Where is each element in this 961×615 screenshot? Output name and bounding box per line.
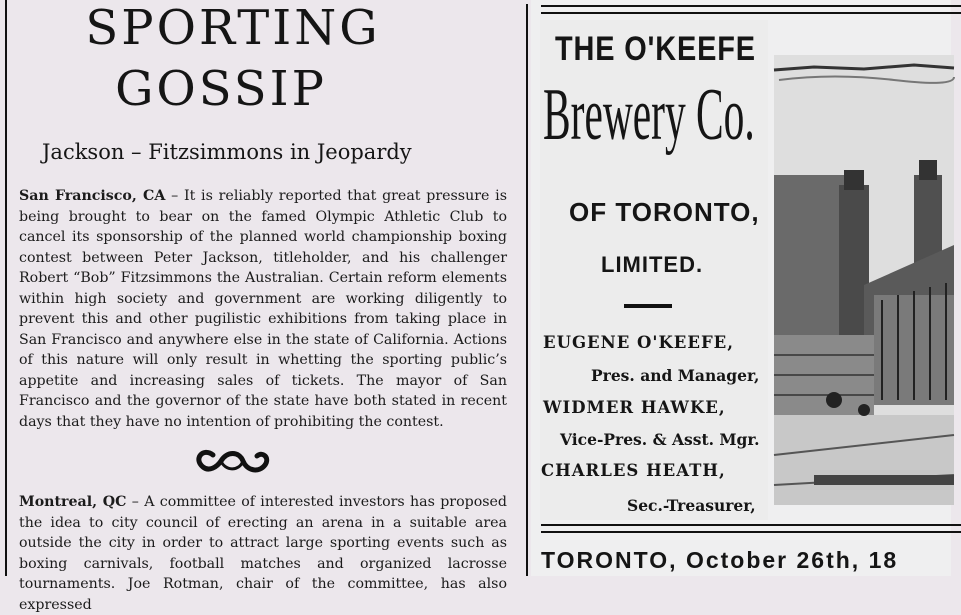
dateline: San Francisco, CA (19, 188, 166, 204)
article-body: – It is reliably reported that great pressure is being brought to bear on the famed Olympic Athletic Club to cancel its sponsorship of the planned world championship boxing contest between Peter Jackson, titleholder, and his challenger Robert “Bob” Fitzsimmons the Australian. Certain reform elements within high society and government are working diligently to prevent this and other pugilistic exhibitions from taking place in San Francisco and anywhere else in the state of California. Actions of this nature will only result in whetting the sporting public’s appetite and increasing sales of tickets. The mayor of San Francisco and the governor of the state have both stated in recent days that they have no intention of prohibiting the contest. (19, 188, 507, 430)
masthead-line-1: SPORTING (85, 0, 381, 56)
ad-line-1: THE O'KEEFE (555, 30, 756, 68)
ad-dateline: TORONTO, October 26th, 18 (541, 547, 899, 573)
top-rule (541, 12, 961, 14)
scroll-flourish-icon (195, 445, 271, 477)
bottom-rule (541, 524, 961, 526)
masthead-line-2: GOSSIP (115, 61, 327, 117)
article-body: – A committee of interested investors has proposed the idea to city council of erecting an arena in a suitable area outside the city in order to attract large sporting events such as boxing carnivals, football matches and organized lacrosse tournaments. Joe Rotman, chair of the committee, has also expressed (19, 494, 507, 613)
ad-divider (624, 304, 672, 308)
ad-brewery-name: Brewery Co. (543, 74, 755, 156)
dateline: Montreal, QC (19, 494, 127, 510)
ad-line-4: LIMITED. (601, 252, 704, 277)
gossip-column (7, 0, 519, 613)
officer-role: Vice-Pres. & Asst. Mgr. (560, 430, 760, 449)
article-san-francisco (19, 186, 507, 432)
advertisement-column (531, 0, 951, 576)
top-rule (541, 5, 961, 7)
officer-role: Pres. and Manager, (591, 366, 760, 385)
officer-role: Sec.-Treasurer, (627, 496, 756, 515)
officer-name: CHARLES HEATH, (541, 461, 726, 480)
brewery-building-engraving (774, 55, 954, 505)
article-montreal (19, 492, 507, 615)
bottom-rule (541, 531, 961, 533)
officer-name: WIDMER HAWKE, (543, 398, 726, 417)
ad-line-3: OF TORONTO, (569, 197, 760, 227)
officer-name: EUGENE O'KEEFE, (543, 333, 734, 352)
column-divider (526, 4, 528, 576)
headline: Jackson – Fitzsimmons in Jeopardy (42, 140, 412, 164)
